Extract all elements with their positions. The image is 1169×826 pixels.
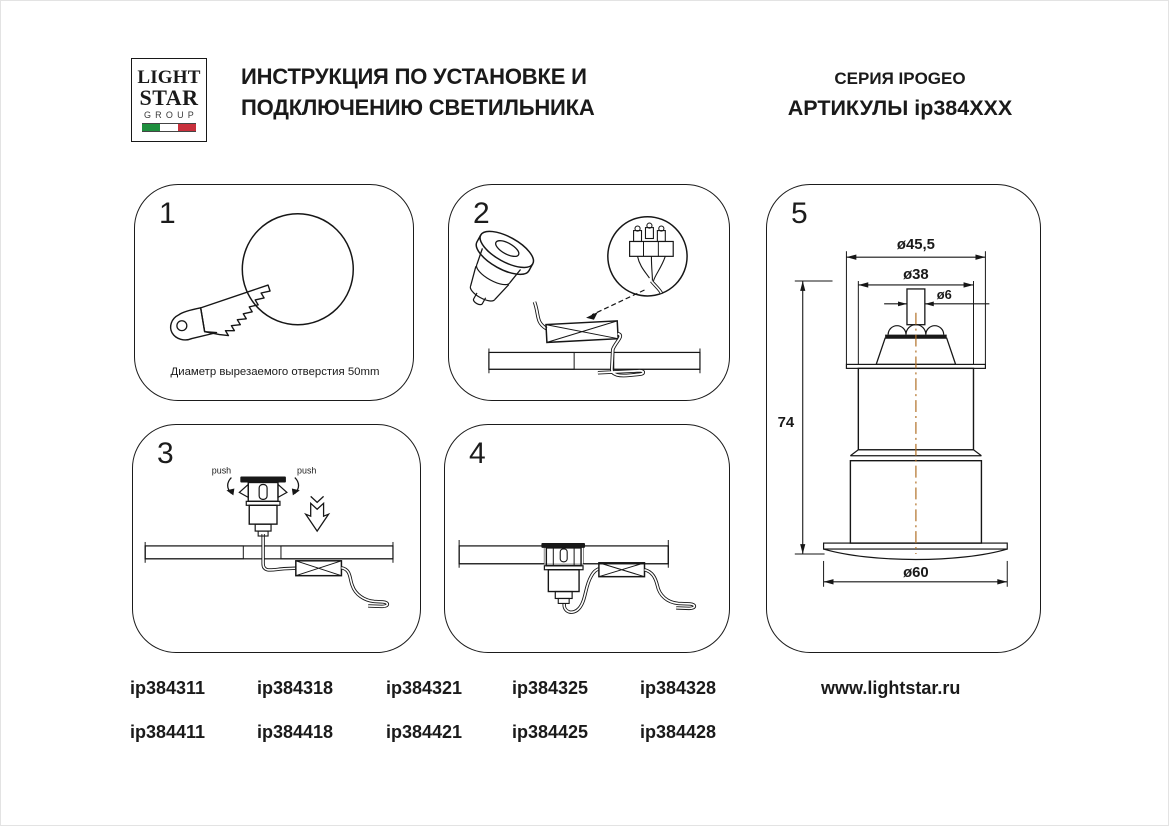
dimensions-panel: [766, 184, 1041, 653]
article-code: ip384311: [130, 678, 206, 698]
light-fixture: [451, 224, 539, 318]
step-panel-2: [448, 184, 730, 401]
push-label-left: push: [211, 465, 232, 476]
article-code: ip384428: [640, 722, 717, 742]
step-number-4: 4: [469, 437, 486, 470]
step-panel-4: [444, 424, 730, 653]
dim-height-label: 74: [777, 414, 795, 431]
pointer-arrow: [592, 290, 645, 315]
logo-line3: GROUP: [143, 110, 198, 120]
light-fixture: [239, 477, 287, 536]
series-label: СЕРИЯ IPOGEO: [834, 69, 966, 88]
title-line2: ПОДКЛЮЧЕНИЮ СВЕТИЛЬНИКА: [241, 95, 595, 120]
dim-base-label: ø60: [903, 564, 929, 581]
press-down-arrow: [311, 496, 324, 502]
article-code: ip384325: [512, 678, 589, 698]
article-code: ip384328: [640, 678, 717, 698]
step-number-2: 2: [473, 197, 490, 230]
flag-red: [178, 124, 196, 131]
website-url: www.lightstar.ru: [821, 678, 961, 698]
wire: [263, 534, 296, 570]
articles-label: АРТИКУЛЫ ip384XXX: [787, 96, 1013, 120]
step1-drawing: [135, 185, 413, 400]
flag-green: [142, 124, 160, 131]
article-code: ip384421: [386, 722, 463, 742]
push-label-right: push: [297, 465, 317, 476]
dim-mid-label: ø38: [903, 267, 929, 284]
step-number-1: 1: [159, 197, 176, 230]
step-panel-1: [134, 184, 414, 401]
dim-outer-label: ø45,5: [896, 237, 935, 254]
step-number-3: 3: [157, 437, 174, 470]
title-line1: ИНСТРУКЦИЯ ПО УСТАНОВКЕ И: [241, 64, 587, 89]
italian-flag-stripe: [142, 123, 196, 132]
dimension-drawing: [767, 185, 1040, 652]
logo-line1: LIGHT: [137, 67, 201, 88]
article-code: ip384321: [386, 678, 463, 698]
article-code: ip384318: [257, 678, 334, 698]
flag-white: [160, 124, 178, 131]
hole-diameter-caption: Диаметр вырезаемого отверстия 50mm: [170, 366, 380, 379]
article-code: ip384411: [130, 722, 206, 742]
light-fixture: [541, 543, 585, 603]
page-title: [241, 61, 595, 123]
step2-drawing: [449, 185, 729, 400]
step-panel-3: [132, 424, 421, 653]
junction-box: [546, 321, 618, 343]
mounting-surface: [145, 546, 393, 559]
step-number-5: 5: [791, 197, 808, 230]
mounting-surface: [489, 352, 700, 369]
wiring-detail-circle: [608, 217, 687, 296]
dim-pin-label: ø6: [936, 286, 952, 302]
logo-line2: STAR: [139, 85, 199, 110]
series-block: [761, 69, 1039, 121]
step3-drawing: [133, 425, 420, 652]
step4-drawing: [445, 425, 729, 652]
lightstar-logo: [131, 58, 207, 142]
article-code: ip384425: [512, 722, 589, 742]
article-code: ip384418: [257, 722, 334, 742]
